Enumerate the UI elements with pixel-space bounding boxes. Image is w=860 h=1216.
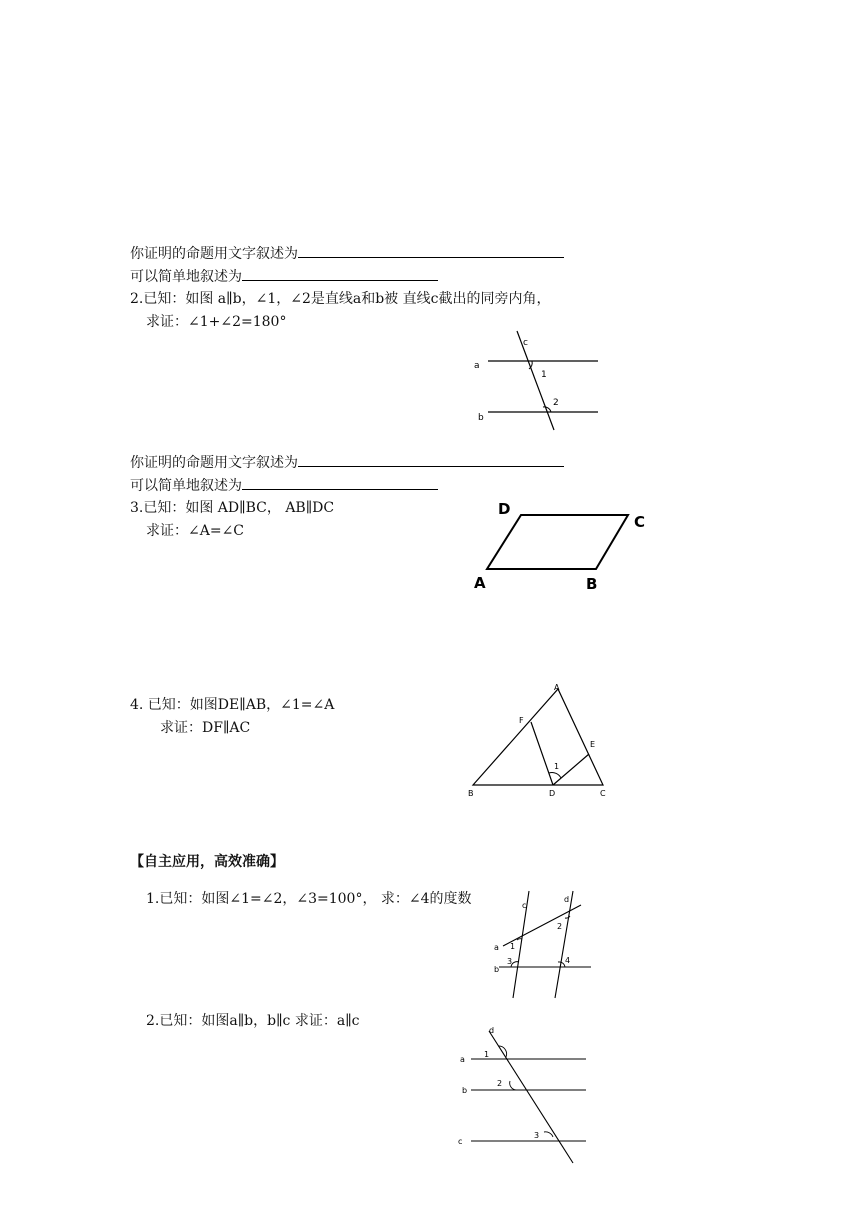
statement-text-line: 你证明的命题用文字叙述为: [130, 452, 564, 472]
problem2-prove: 求证：∠1+∠2=180°: [146, 314, 287, 330]
app2-text: 2.已知：如图a∥b，b∥c 求证：a∥c: [146, 1013, 360, 1029]
problem4-prove: 求证：DF∥AC: [160, 720, 251, 736]
label-d: d: [564, 895, 570, 904]
statement-text-line: 你证明的命题用文字叙述为: [130, 243, 564, 263]
answer-blank[interactable]: [298, 243, 564, 258]
label-a: a: [460, 1055, 465, 1064]
problem2-given: 2.已知：如图 a∥b，∠1，∠2是直线a和b被 直线c截出的同旁内角，: [130, 291, 551, 307]
label-E: E: [590, 740, 596, 749]
label-b: b: [462, 1086, 468, 1095]
label-angle1: 1: [554, 762, 560, 771]
label-d: d: [489, 1026, 495, 1035]
label-C: C: [634, 513, 646, 531]
label-angle1: 1: [510, 942, 516, 951]
answer-blank[interactable]: [298, 452, 564, 467]
label-angle2: 2: [553, 398, 559, 408]
label-angle1: 1: [484, 1050, 490, 1059]
label-A: A: [554, 683, 560, 692]
label-c: c: [522, 901, 527, 910]
label-angle2: 2: [557, 922, 563, 931]
problem3-given: 3.已知：如图 AD∥BC， AB∥DC: [130, 500, 335, 516]
statement-short-line: 可以简单地叙述为: [130, 266, 438, 286]
section-heading: 【自主应用，高效准确】: [130, 854, 284, 870]
label-B: B: [586, 575, 598, 593]
label-B: B: [468, 789, 474, 798]
label-D: D: [549, 789, 556, 798]
label-angle4: 4: [565, 956, 571, 965]
problem3-prove: 求证：∠A=∠C: [146, 523, 245, 539]
problem3-figure: [470, 500, 660, 595]
label-a: a: [474, 361, 480, 371]
answer-blank[interactable]: [242, 475, 438, 490]
app1-figure: [485, 888, 600, 1000]
app2-figure: [455, 1024, 590, 1166]
problem4-figure: [465, 680, 615, 800]
problem4-given: 4. 已知：如图DE∥AB，∠1=∠A: [130, 697, 335, 713]
label-b: b: [494, 965, 500, 974]
app1-text: 1.已知：如图∠1=∠2，∠3=100°， 求：∠4的度数: [146, 891, 472, 907]
label-c: c: [458, 1137, 463, 1146]
label-angle3: 3: [507, 957, 513, 966]
answer-blank[interactable]: [242, 266, 438, 281]
label-angle3: 3: [534, 1131, 540, 1140]
problem2-figure: [470, 328, 610, 433]
label-angle1: 1: [541, 370, 547, 380]
label-A: A: [474, 574, 486, 592]
label-C: C: [600, 789, 606, 798]
label-c: c: [523, 338, 528, 348]
label-a: a: [494, 943, 499, 952]
label-F: F: [519, 716, 524, 725]
label-b: b: [478, 413, 484, 423]
label-angle2: 2: [497, 1079, 503, 1088]
label-D: D: [498, 500, 511, 518]
statement-short-line: 可以简单地叙述为: [130, 475, 438, 495]
